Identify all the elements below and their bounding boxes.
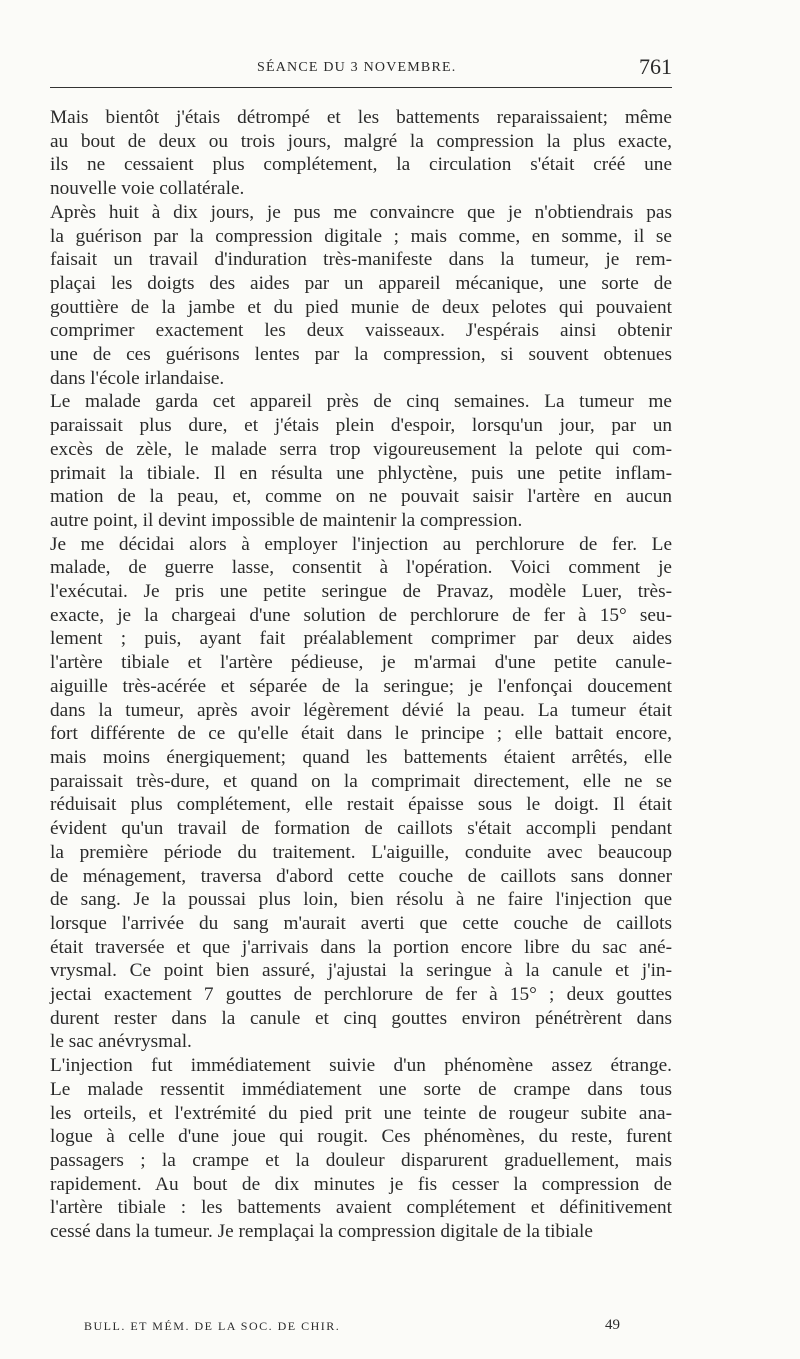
- page-header: [50, 54, 672, 88]
- text-line: passagers ; la crampe et la douleur disparurent graduellement, mais: [50, 1149, 672, 1171]
- footer-journal: BULL. ET MÉM. DE LA SOC. DE CHIR.: [84, 1319, 341, 1333]
- text-line: mais moins énergiquement; quand les battements étaient arrêtés, elle: [50, 746, 672, 768]
- footer-signature: 49: [605, 1317, 620, 1333]
- text-line: lorsque l'arrivée du sang m'aurait averti que cette couche de caillots: [50, 912, 672, 934]
- text-line: l'exécutai. Je pris une petite seringue de Pravaz, modèle Luer, très-: [50, 581, 672, 603]
- text-line: réduisait plus complétement, elle restait épaisse sous le doigt. Il était: [50, 794, 672, 816]
- text-line: fort différente de ce qu'elle était dans le principe ; elle battait encore,: [50, 723, 672, 745]
- text-line: exacte, je la chargeai d'une solution de perchlorure de fer à 15° seu-: [50, 604, 672, 626]
- page-number: 761: [639, 54, 672, 79]
- text-line: l'artère tibiale : les battements avaient complétement et définitivement: [50, 1197, 672, 1219]
- text-line: durent rester dans la canule et cinq gouttes environ pénétrèrent dans: [50, 1007, 672, 1029]
- text-line: les orteils, et l'extrémité du pied prit une teinte de rougeur subite ana-: [50, 1102, 672, 1124]
- text-line: faisait un travail d'induration très-manifeste dans la tumeur, je rem-: [50, 249, 672, 271]
- paragraph: [50, 201, 672, 391]
- paragraph: [50, 1054, 672, 1244]
- text-line: comprimer exactement les deux vaisseaux. J'espérais ainsi obtenir: [50, 320, 672, 342]
- header-rule: [50, 87, 672, 88]
- text-line: aiguille très-acérée et séparée de la seringue; je l'enfonçai doucement: [50, 675, 672, 697]
- text-line: le sac anévrysmal.: [50, 1031, 192, 1053]
- text-line: de ménagement, traversa d'abord cette couche de caillots sans donner: [50, 865, 672, 887]
- text-line: malade, de guerre lasse, consentit à l'opération. Voici comment je: [50, 557, 672, 579]
- text-line: nouvelle voie collatérale.: [50, 178, 245, 200]
- text-line: Après huit à dix jours, je pus me convaincre que je n'obtiendrais pas: [50, 201, 672, 223]
- text-line: excès de zèle, le malade serra trop vigoureusement la pelote qui com-: [50, 438, 672, 460]
- text-line: gouttière de la jambe et du pied munie de deux pelotes qui pouvaient: [50, 296, 672, 318]
- text-line: une de ces guérisons lentes par la compression, si souvent obtenues: [50, 344, 672, 366]
- running-title: SÉANCE DU 3 NOVEMBRE.: [257, 60, 457, 75]
- text-line: ils ne cessaient plus complétement, la circulation s'était créé une: [50, 154, 672, 176]
- text-line: vrysmal. Ce point bien assuré, j'ajustai la seringue à la canule et j'in-: [50, 960, 672, 982]
- text-line: l'artère tibiale et l'artère pédieuse, je m'armai d'une petite canule-: [50, 652, 672, 674]
- text-line: au bout de deux ou trois jours, malgré la compression la plus exacte,: [50, 130, 672, 152]
- page-footer: [50, 1319, 672, 1343]
- text-line: paraissait plus dure, et j'étais plein d'espoir, lorsqu'un jour, par un: [50, 415, 672, 437]
- text-line: cessé dans la tumeur. Je remplaçai la compression digitale de la tibiale: [50, 1221, 593, 1243]
- paragraph: [50, 390, 672, 532]
- text-line: était traversée et que j'arrivais dans la portion encore libre du sac ané-: [50, 936, 672, 958]
- text-line: de sang. Je la poussai plus loin, bien résolu à ne faire l'injection que: [50, 889, 672, 911]
- text-line: rapidement. Au bout de dix minutes je fis cesser la compression de: [50, 1173, 672, 1195]
- text-line: dans l'école irlandaise.: [50, 367, 225, 389]
- text-line: paraissait très-dure, et quand on la comprimait directement, elle ne se: [50, 770, 672, 792]
- text-line: plaçai les doigts des aides par un appareil mécanique, une sorte de: [50, 272, 672, 294]
- text-line: lement ; puis, ayant fait préalablement comprimer par deux aides: [50, 628, 672, 650]
- text-line: Le malade garda cet appareil près de cinq semaines. La tumeur me: [50, 391, 672, 413]
- text-line: primait la tibiale. Il en résulta une phlyctène, puis une petite inflam-: [50, 462, 672, 484]
- text-line: mation de la peau, et, comme on ne pouvait saisir l'artère en aucun: [50, 486, 672, 508]
- text-line: L'injection fut immédiatement suivie d'un phénomène assez étrange.: [50, 1055, 672, 1077]
- text-line: Mais bientôt j'étais détrompé et les battements reparaissaient; même: [50, 107, 672, 128]
- text-line: logue à celle d'une joue qui rougit. Ces phénomènes, du reste, furent: [50, 1126, 672, 1148]
- text-line: jectai exactement 7 gouttes de perchlorure de fer à 15° ; deux gouttes: [50, 984, 672, 1006]
- text-line: la première période du traitement. L'aiguille, conduite avec beaucoup: [50, 841, 672, 863]
- body-text: [50, 106, 672, 1244]
- text-line: évident qu'un travail de formation de caillots s'était accompli pendant: [50, 818, 672, 840]
- text-line: autre point, il devint impossible de maintenir la compression.: [50, 509, 523, 531]
- paragraph: [50, 533, 672, 1054]
- paragraph: [50, 106, 672, 201]
- text-line: la guérison par la compression digitale ; mais comme, en somme, il se: [50, 225, 672, 247]
- text-line: Je me décidai alors à employer l'injection au perchlorure de fer. Le: [50, 533, 672, 555]
- text-line: Le malade ressentit immédiatement une sorte de crampe dans tous: [50, 1078, 672, 1100]
- text-line: dans la tumeur, après avoir légèrement dévié la peau. La tumeur était: [50, 699, 672, 721]
